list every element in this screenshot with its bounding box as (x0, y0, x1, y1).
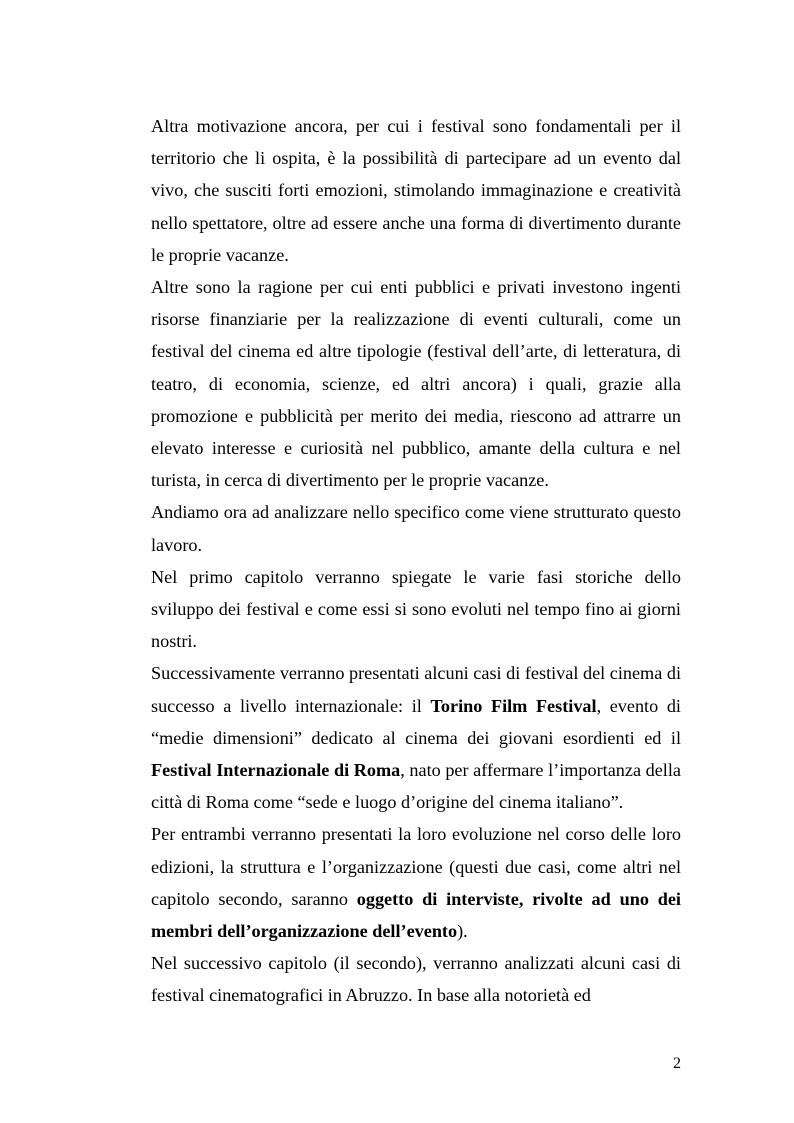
interviste-bold: oggetto di interviste, rivolte ad uno dei membri dell’organizzazione dell’evento (151, 888, 681, 942)
paragraph-5 (151, 657, 681, 818)
paragraph-5-text-a: Successivamente verranno presentati alcuni casi di festival del cinema di successo a livello internazionale: il (151, 663, 681, 716)
paragraph-3: Andiamo ora ad analizzare nello specifico come viene strutturato questo lavoro. (151, 502, 681, 555)
paragraph-7: Nel successivo capitolo (il secondo), verranno analizzati alcuni casi di festival cinematografici in Abruzzo. In base alla notorietà ed (151, 953, 681, 1006)
paragraph-6-text-a: Per entrambi verranno presentati la loro evoluzione nel corso delle loro edizioni, la struttura e l’organizzazione (questi due casi, come altri nel capitolo secondo, saranno (151, 824, 681, 909)
page-number: 2 (673, 1055, 681, 1072)
torino-film-festival-bold: Torino Film Festival (430, 695, 597, 716)
paragraph-5-text-b: , evento di “medie dimensioni” dedicato al cinema dei giovani esordienti ed il (151, 695, 681, 748)
paragraph-6-text-b: ). (457, 921, 468, 942)
paragraph-5-text-c: , nato per affermare l’importanza della città di Roma come “sede e luogo d’origine del cinema italiano”. (151, 760, 681, 813)
paragraph-1: Altra motivazione ancora, per cui i festival sono fondamentali per il territorio che li ospita, è la possibilità di partecipare ad un evento dal vivo, che susciti forti emozioni, stimolando immaginazione e creatività nello spettatore, oltre ad essere anche una forma di divertimento durante le proprie vacanze. (151, 116, 681, 265)
paragraph-6 (151, 818, 681, 947)
body-text (151, 110, 681, 1012)
paragraph-2: Altre sono la ragione per cui enti pubblici e privati investono ingenti risorse finanziarie per la realizzazione di eventi culturali, come un festival del cinema ed altre tipologie (festival dell’arte, di letteratura, di teatro, di economia, scienze, ed altri ancora) i quali, grazie alla promozione e pubblicità per merito dei media, riescono ad attrarre un elevato interesse e curiosità nel pubblico, amante della cultura e nel turista, in cerca di divertimento per le proprie vacanze. (151, 277, 681, 491)
festival-internazionale-roma-bold: Festival Internazionale di Roma (151, 760, 401, 781)
paragraph-4: Nel primo capitolo verranno spiegate le varie fasi storiche dello sviluppo dei festival e come essi si sono evoluti nel tempo fino ai giorni nostri. (151, 566, 681, 652)
